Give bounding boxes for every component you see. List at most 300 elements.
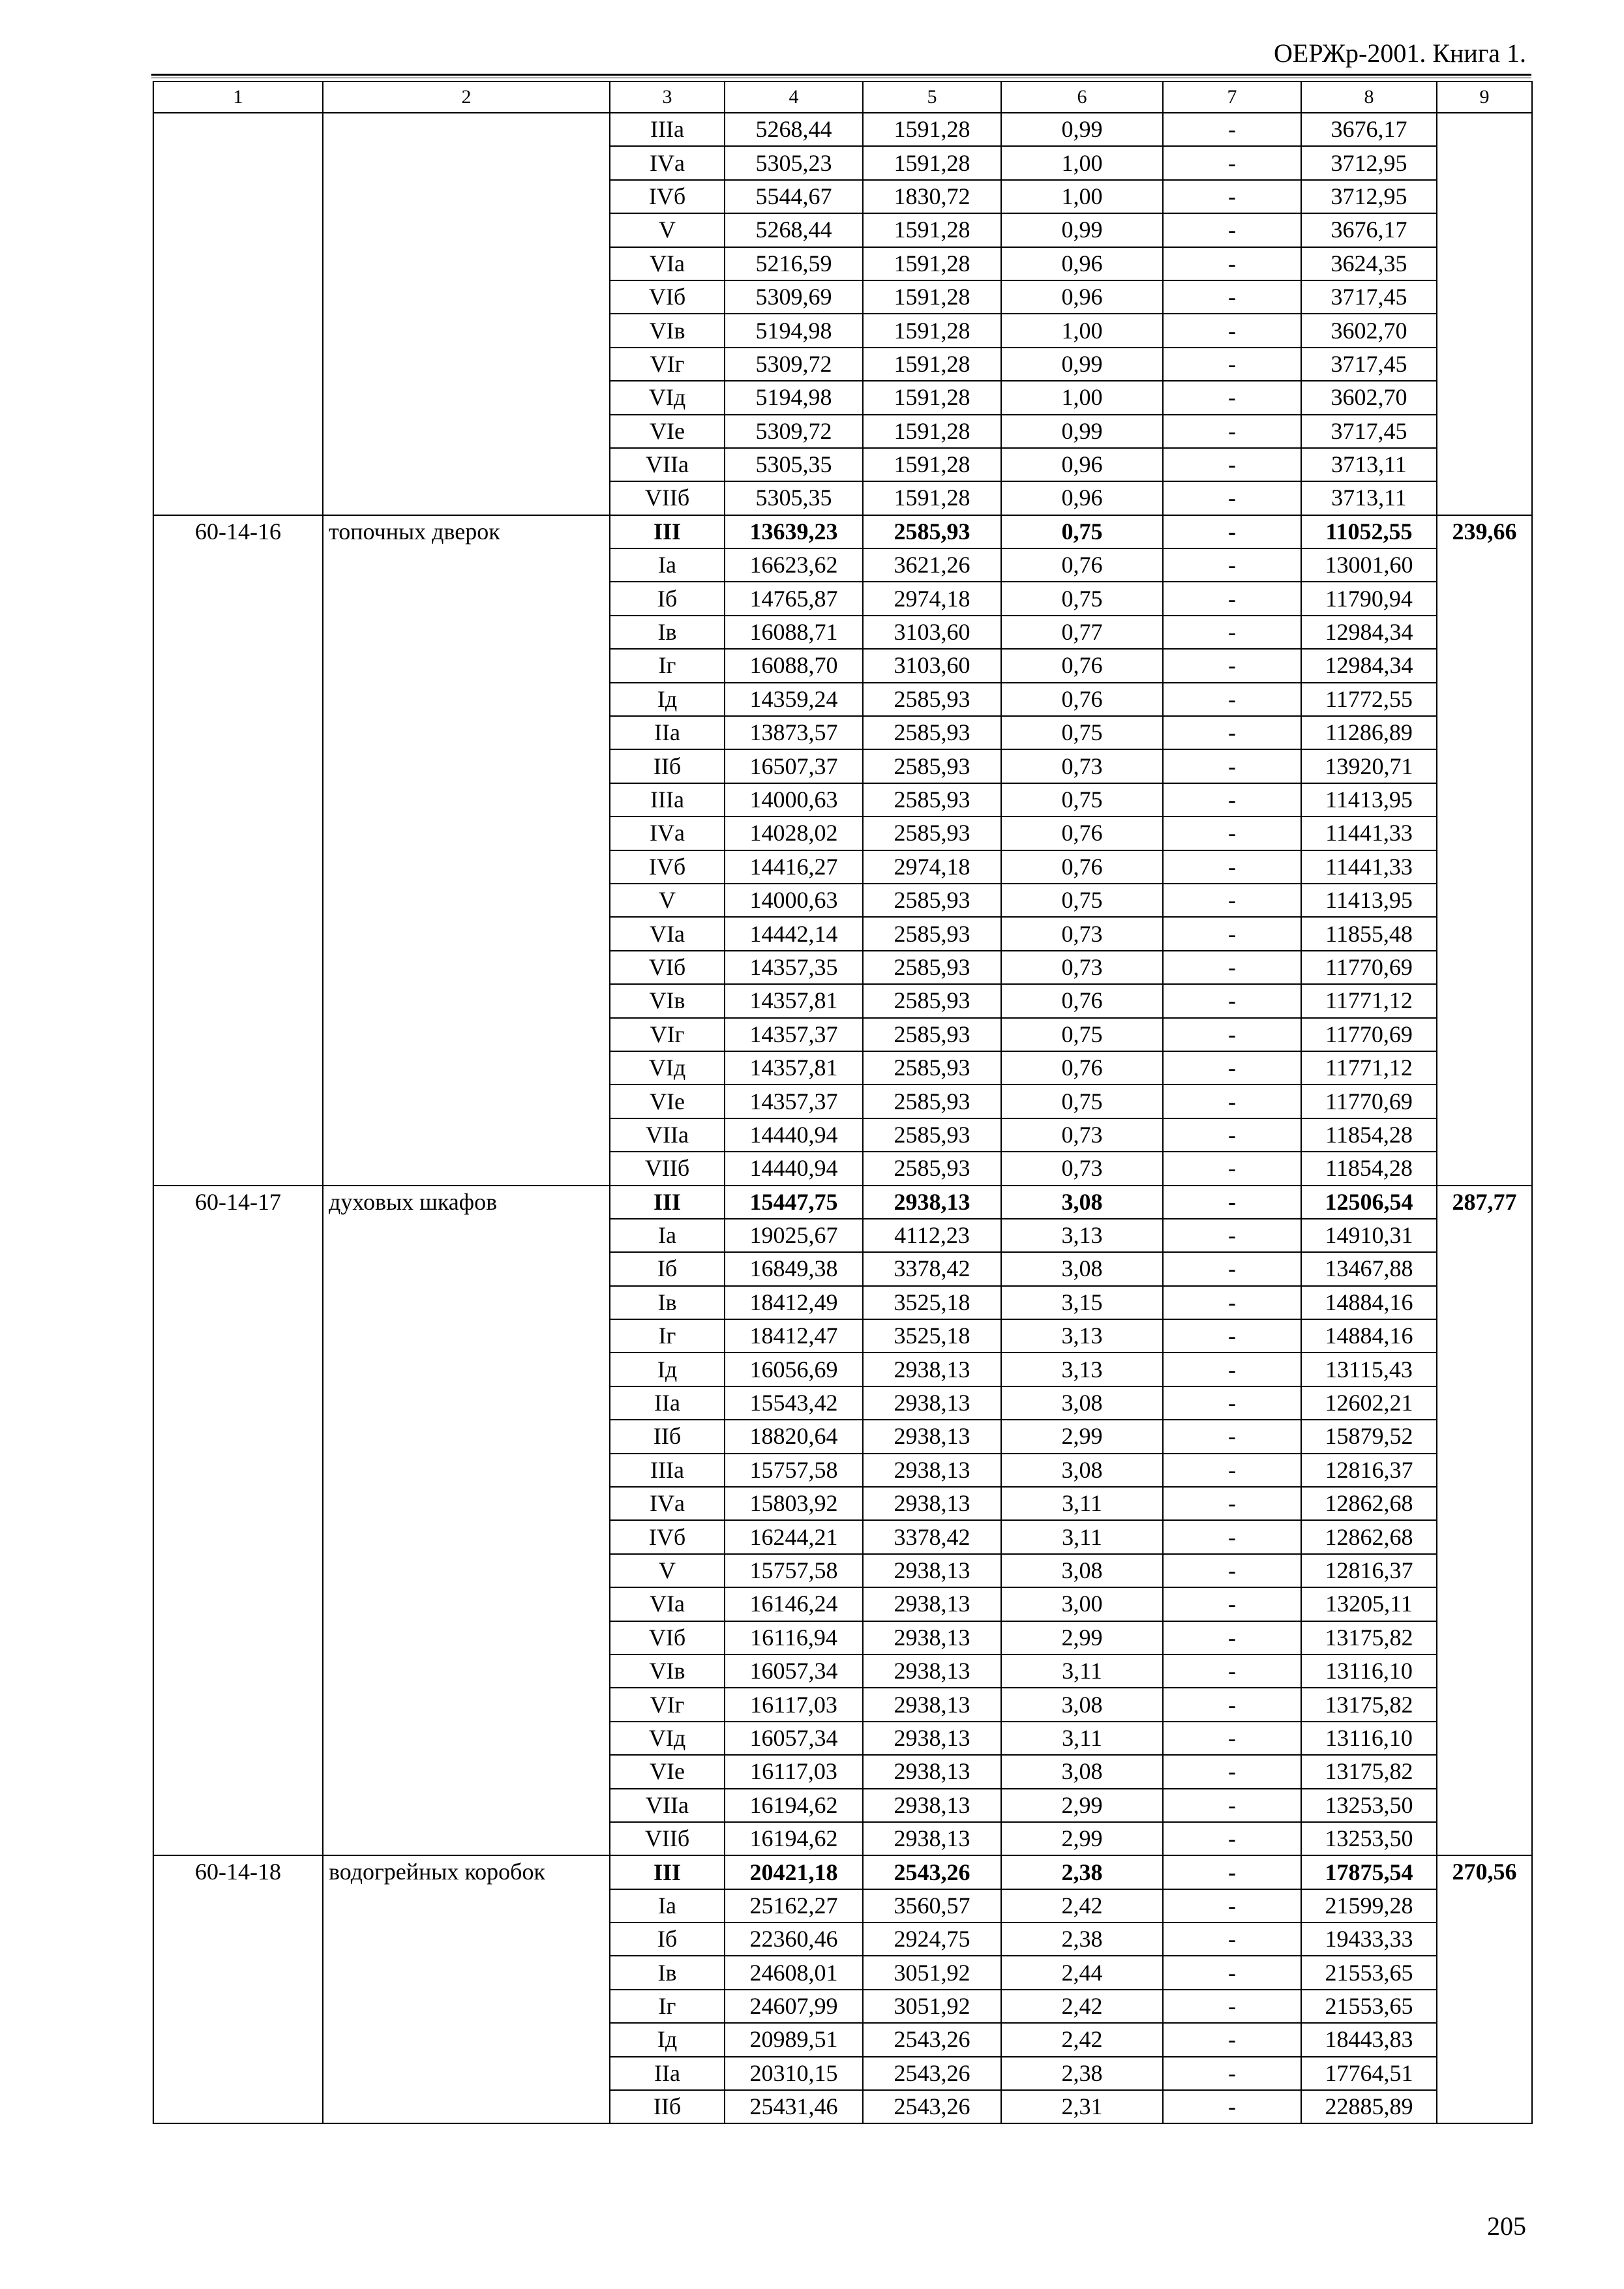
zone-cell: III (610, 1855, 725, 1889)
value-cell: - (1163, 1386, 1301, 1420)
value-cell: 21553,65 (1301, 1956, 1437, 1989)
value-cell: 2974,18 (863, 850, 1001, 884)
value-cell: 3378,42 (863, 1520, 1001, 1553)
value-cell: 14440,94 (725, 1118, 863, 1152)
value-cell: 3,11 (1001, 1487, 1163, 1520)
value-cell: - (1163, 381, 1301, 414)
value-cell: - (1163, 113, 1301, 146)
value-cell: 14000,63 (725, 884, 863, 917)
value-cell: 3,00 (1001, 1587, 1163, 1621)
value-cell: 15803,92 (725, 1487, 863, 1520)
value-cell: 2938,13 (863, 1587, 1001, 1621)
value-cell: - (1163, 1286, 1301, 1319)
value-cell: 0,96 (1001, 481, 1163, 515)
value-cell: - (1163, 1186, 1301, 1219)
value-cell: 0,99 (1001, 213, 1163, 247)
value-cell: 5309,72 (725, 348, 863, 381)
value-cell: - (1163, 1051, 1301, 1085)
value-cell: - (1163, 1889, 1301, 1922)
rate-name: водогрейных коробок (323, 1855, 610, 2123)
value-cell: 3602,70 (1301, 314, 1437, 347)
value-cell: - (1163, 1688, 1301, 1721)
value-cell: 2,42 (1001, 1889, 1163, 1922)
value-cell: 1591,28 (863, 314, 1001, 347)
value-cell: 5268,44 (725, 113, 863, 146)
value-cell: 20310,15 (725, 2057, 863, 2090)
value-cell: 12862,68 (1301, 1487, 1437, 1520)
zone-cell: VIб (610, 1621, 725, 1654)
value-cell: - (1163, 1587, 1301, 1621)
value-cell: - (1163, 1118, 1301, 1152)
total-cell: 270,56 (1437, 1855, 1532, 2123)
value-cell: 14416,27 (725, 850, 863, 884)
value-cell: 5194,98 (725, 381, 863, 414)
value-cell: - (1163, 1219, 1301, 1252)
value-cell: - (1163, 1454, 1301, 1487)
zone-cell: VIг (610, 348, 725, 381)
value-cell: - (1163, 1252, 1301, 1285)
value-cell: - (1163, 816, 1301, 850)
value-cell: - (1163, 1722, 1301, 1755)
table-row (153, 1186, 1532, 1219)
value-cell: 2585,93 (863, 816, 1001, 850)
value-cell: 14910,31 (1301, 1219, 1437, 1252)
value-cell: 2,99 (1001, 1621, 1163, 1654)
rate-code: 60-14-17 (153, 1186, 323, 1856)
value-cell: 1591,28 (863, 146, 1001, 179)
rate-code: 60-14-16 (153, 515, 323, 1186)
value-cell: 0,76 (1001, 850, 1163, 884)
value-cell: 2543,26 (863, 1855, 1001, 1889)
zone-cell: VIд (610, 1722, 725, 1755)
value-cell: 3,11 (1001, 1654, 1163, 1688)
value-cell: 15757,58 (725, 1454, 863, 1487)
value-cell: 4112,23 (863, 1219, 1001, 1252)
value-cell: 15757,58 (725, 1554, 863, 1587)
value-cell: 19433,33 (1301, 1922, 1437, 1956)
value-cell: 1591,28 (863, 348, 1001, 381)
value-cell: 2,44 (1001, 1956, 1163, 1989)
value-cell: 3103,60 (863, 616, 1001, 649)
value-cell: 3560,57 (863, 1889, 1001, 1922)
rate-code (153, 113, 323, 515)
value-cell: 11790,94 (1301, 582, 1437, 615)
total-cell: 239,66 (1437, 515, 1532, 1186)
value-cell: 2,31 (1001, 2090, 1163, 2123)
value-cell: - (1163, 1855, 1301, 1889)
value-cell: 2585,93 (863, 884, 1001, 917)
zone-cell: IVб (610, 850, 725, 884)
zone-cell: IVб (610, 1520, 725, 1553)
value-cell: 2543,26 (863, 2023, 1001, 2056)
page-number: 205 (1487, 2211, 1526, 2241)
zone-cell: IIа (610, 716, 725, 749)
value-cell: 3378,42 (863, 1252, 1001, 1285)
value-cell: 12816,37 (1301, 1554, 1437, 1587)
value-cell: - (1163, 1152, 1301, 1185)
value-cell: 3713,11 (1301, 448, 1437, 481)
zone-cell: IIб (610, 749, 725, 783)
value-cell: 5194,98 (725, 314, 863, 347)
value-cell: 2938,13 (863, 1554, 1001, 1587)
value-cell: 13253,50 (1301, 1822, 1437, 1855)
value-cell: 3602,70 (1301, 381, 1437, 414)
zone-cell: IVа (610, 1487, 725, 1520)
zone-cell: III (610, 1186, 725, 1219)
zone-cell: IIIа (610, 113, 725, 146)
value-cell: 2585,93 (863, 1018, 1001, 1051)
zone-cell: Iд (610, 2023, 725, 2056)
value-cell: 3676,17 (1301, 113, 1437, 146)
value-cell: 1591,28 (863, 113, 1001, 146)
value-cell: - (1163, 1654, 1301, 1688)
value-cell: 11772,55 (1301, 683, 1437, 716)
value-cell: - (1163, 1755, 1301, 1788)
value-cell: 2585,93 (863, 1118, 1001, 1152)
value-cell: - (1163, 582, 1301, 615)
zone-cell: Iд (610, 683, 725, 716)
value-cell: 2585,93 (863, 683, 1001, 716)
table-row (153, 515, 1532, 548)
value-cell: 2585,93 (863, 783, 1001, 816)
value-cell: 12602,21 (1301, 1386, 1437, 1420)
value-cell: 16057,34 (725, 1722, 863, 1755)
value-cell: 5216,59 (725, 247, 863, 280)
value-cell: 11854,28 (1301, 1152, 1437, 1185)
value-cell: 21553,65 (1301, 1990, 1437, 2023)
column-number: 1 (153, 82, 323, 113)
value-cell: 3,08 (1001, 1252, 1163, 1285)
value-cell: 2,38 (1001, 1922, 1163, 1956)
value-cell: 2938,13 (863, 1420, 1001, 1453)
value-cell: 3717,45 (1301, 348, 1437, 381)
total-cell (1437, 113, 1532, 515)
value-cell: 1591,28 (863, 415, 1001, 448)
value-cell: 16244,21 (725, 1520, 863, 1553)
value-cell: - (1163, 884, 1301, 917)
value-cell: - (1163, 247, 1301, 280)
value-cell: 1591,28 (863, 448, 1001, 481)
value-cell: 2585,93 (863, 1085, 1001, 1118)
value-cell: 3713,11 (1301, 481, 1437, 515)
value-cell: 2585,93 (863, 749, 1001, 783)
zone-cell: Iв (610, 1286, 725, 1319)
value-cell: 16088,71 (725, 616, 863, 649)
value-cell: - (1163, 850, 1301, 884)
value-cell: 2938,13 (863, 1688, 1001, 1721)
document-header: ОЕРЖр-2001. Книга 1. (1274, 38, 1526, 68)
zone-cell: VIIа (610, 1789, 725, 1822)
value-cell: 0,77 (1001, 616, 1163, 649)
value-cell: 3,11 (1001, 1520, 1163, 1553)
zone-cell: Iв (610, 616, 725, 649)
value-cell: 13467,88 (1301, 1252, 1437, 1285)
value-cell: 2,42 (1001, 1990, 1163, 2023)
zone-cell: VIе (610, 1755, 725, 1788)
zone-cell: Iб (610, 1922, 725, 1956)
value-cell: 12984,34 (1301, 649, 1437, 682)
value-cell: 16057,34 (725, 1654, 863, 1688)
value-cell: - (1163, 314, 1301, 347)
value-cell: 3525,18 (863, 1286, 1001, 1319)
value-cell: 25162,27 (725, 1889, 863, 1922)
zone-cell: VIIа (610, 1118, 725, 1152)
zone-cell: VIа (610, 247, 725, 280)
zone-cell: Iа (610, 1219, 725, 1252)
zone-cell: V (610, 213, 725, 247)
value-cell: 24607,99 (725, 1990, 863, 2023)
value-cell: 1,00 (1001, 381, 1163, 414)
value-cell: 3676,17 (1301, 213, 1437, 247)
zone-cell: Iг (610, 1990, 725, 2023)
value-cell: 0,73 (1001, 951, 1163, 984)
zone-cell: VIа (610, 1587, 725, 1621)
zone-cell: Iа (610, 548, 725, 582)
value-cell: - (1163, 683, 1301, 716)
value-cell: 2585,93 (863, 716, 1001, 749)
value-cell: - (1163, 1085, 1301, 1118)
value-cell: 14884,16 (1301, 1286, 1437, 1319)
value-cell: - (1163, 1554, 1301, 1587)
value-cell: 16146,24 (725, 1587, 863, 1621)
value-cell: 0,75 (1001, 515, 1163, 548)
zone-cell: Iд (610, 1353, 725, 1386)
value-cell: 14884,16 (1301, 1319, 1437, 1353)
value-cell: 0,96 (1001, 448, 1163, 481)
value-cell: 0,75 (1001, 582, 1163, 615)
column-number: 4 (725, 82, 863, 113)
value-cell: 13175,82 (1301, 1755, 1437, 1788)
value-cell: 2938,13 (863, 1722, 1001, 1755)
value-cell: 2938,13 (863, 1386, 1001, 1420)
value-cell: - (1163, 1319, 1301, 1353)
value-cell: 20989,51 (725, 2023, 863, 2056)
value-cell: 2543,26 (863, 2057, 1001, 2090)
zone-cell: VIд (610, 1051, 725, 1085)
value-cell: 17875,54 (1301, 1855, 1437, 1889)
value-cell: 14000,63 (725, 783, 863, 816)
value-cell: 21599,28 (1301, 1889, 1437, 1922)
value-cell: 3,08 (1001, 1755, 1163, 1788)
value-cell: 2938,13 (863, 1186, 1001, 1219)
zone-cell: Iв (610, 1956, 725, 1989)
header-rule-thick (151, 74, 1531, 76)
value-cell: 0,76 (1001, 683, 1163, 716)
value-cell: 16117,03 (725, 1755, 863, 1788)
value-cell: 2938,13 (863, 1789, 1001, 1822)
value-cell: 3,08 (1001, 1454, 1163, 1487)
value-cell: 11854,28 (1301, 1118, 1437, 1152)
value-cell: 2924,75 (863, 1922, 1001, 1956)
value-cell: 1,00 (1001, 180, 1163, 213)
value-cell: - (1163, 616, 1301, 649)
zone-cell: VIа (610, 917, 725, 950)
value-cell: 1591,28 (863, 213, 1001, 247)
value-cell: 14765,87 (725, 582, 863, 615)
value-cell: 2938,13 (863, 1487, 1001, 1520)
value-cell: 13205,11 (1301, 1587, 1437, 1621)
value-cell: - (1163, 1922, 1301, 1956)
value-cell: 2585,93 (863, 515, 1001, 548)
value-cell: 0,96 (1001, 280, 1163, 314)
zone-cell: Iб (610, 1252, 725, 1285)
value-cell: 0,99 (1001, 113, 1163, 146)
value-cell: - (1163, 481, 1301, 515)
value-cell: 14357,81 (725, 1051, 863, 1085)
value-cell: 2585,93 (863, 917, 1001, 950)
zone-cell: VIе (610, 1085, 725, 1118)
value-cell: 5305,35 (725, 481, 863, 515)
value-cell: 16194,62 (725, 1789, 863, 1822)
value-cell: 3051,92 (863, 1990, 1001, 2023)
value-cell: - (1163, 515, 1301, 548)
value-cell: 2,99 (1001, 1789, 1163, 1822)
value-cell: 3,08 (1001, 1688, 1163, 1721)
zone-cell: Iг (610, 1319, 725, 1353)
rate-name (323, 113, 610, 515)
value-cell: 3,08 (1001, 1186, 1163, 1219)
value-cell: 13920,71 (1301, 749, 1437, 783)
value-cell: 3,13 (1001, 1219, 1163, 1252)
value-cell: 3621,26 (863, 548, 1001, 582)
value-cell: 16088,70 (725, 649, 863, 682)
value-cell: 13001,60 (1301, 548, 1437, 582)
value-cell: - (1163, 749, 1301, 783)
value-cell: 22885,89 (1301, 2090, 1437, 2123)
value-cell: 5309,72 (725, 415, 863, 448)
value-cell: 0,99 (1001, 348, 1163, 381)
value-cell: 11052,55 (1301, 515, 1437, 548)
zone-cell: IIб (610, 1420, 725, 1453)
value-cell: 17764,51 (1301, 2057, 1437, 2090)
zone-cell: V (610, 884, 725, 917)
column-number: 6 (1001, 82, 1163, 113)
value-cell: - (1163, 180, 1301, 213)
zone-cell: V (610, 1554, 725, 1587)
value-cell: 0,76 (1001, 984, 1163, 1017)
value-cell: 2585,93 (863, 1152, 1001, 1185)
zone-cell: VIг (610, 1688, 725, 1721)
value-cell: - (1163, 1956, 1301, 1989)
value-cell: 2938,13 (863, 1454, 1001, 1487)
value-cell: 16056,69 (725, 1353, 863, 1386)
value-cell: 0,73 (1001, 1118, 1163, 1152)
zone-cell: VIе (610, 415, 725, 448)
zone-cell: VIд (610, 381, 725, 414)
zone-cell: III (610, 515, 725, 548)
value-cell: - (1163, 783, 1301, 816)
value-cell: 3,15 (1001, 1286, 1163, 1319)
value-cell: 16623,62 (725, 548, 863, 582)
value-cell: 2938,13 (863, 1755, 1001, 1788)
value-cell: 0,76 (1001, 1051, 1163, 1085)
value-cell: 3717,45 (1301, 415, 1437, 448)
value-cell: 2,38 (1001, 2057, 1163, 2090)
value-cell: 0,99 (1001, 415, 1163, 448)
value-cell: 2585,93 (863, 984, 1001, 1017)
value-cell: 22360,46 (725, 1922, 863, 1956)
value-cell: 1591,28 (863, 381, 1001, 414)
value-cell: 13639,23 (725, 515, 863, 548)
zone-cell: VIв (610, 984, 725, 1017)
zone-cell: IVа (610, 816, 725, 850)
value-cell: - (1163, 1822, 1301, 1855)
value-cell: 3,13 (1001, 1319, 1163, 1353)
value-cell: - (1163, 1018, 1301, 1051)
value-cell: 0,75 (1001, 1085, 1163, 1118)
value-cell: - (1163, 1487, 1301, 1520)
column-number: 8 (1301, 82, 1437, 113)
value-cell: 5268,44 (725, 213, 863, 247)
value-cell: 11771,12 (1301, 984, 1437, 1017)
value-cell: - (1163, 917, 1301, 950)
value-cell: 0,76 (1001, 548, 1163, 582)
rate-name: топочных дверок (323, 515, 610, 1186)
zone-cell: VIг (610, 1018, 725, 1051)
value-cell: 11441,33 (1301, 816, 1437, 850)
zone-cell: VIIб (610, 1822, 725, 1855)
value-cell: 13116,10 (1301, 1722, 1437, 1755)
value-cell: - (1163, 716, 1301, 749)
zone-cell: Iа (610, 1889, 725, 1922)
rate-name: духовых шкафов (323, 1186, 610, 1856)
value-cell: 2585,93 (863, 951, 1001, 984)
value-cell: 2,42 (1001, 2023, 1163, 2056)
value-cell: 20421,18 (725, 1855, 863, 1889)
value-cell: - (1163, 1789, 1301, 1822)
zone-cell: IVб (610, 180, 725, 213)
value-cell: 2585,93 (863, 1051, 1001, 1085)
value-cell: 18412,49 (725, 1286, 863, 1319)
value-cell: - (1163, 2090, 1301, 2123)
table-row (153, 1855, 1532, 1889)
value-cell: 16507,37 (725, 749, 863, 783)
value-cell: 0,73 (1001, 749, 1163, 783)
value-cell: 12816,37 (1301, 1454, 1437, 1487)
value-cell: 5305,23 (725, 146, 863, 179)
zone-cell: Iб (610, 582, 725, 615)
value-cell: 16117,03 (725, 1688, 863, 1721)
column-number: 9 (1437, 82, 1532, 113)
value-cell: 2,99 (1001, 1420, 1163, 1453)
value-cell: 15447,75 (725, 1186, 863, 1219)
value-cell: 1591,28 (863, 481, 1001, 515)
value-cell: 3712,95 (1301, 180, 1437, 213)
value-cell: 2543,26 (863, 2090, 1001, 2123)
zone-cell: Iг (610, 649, 725, 682)
value-cell: 0,76 (1001, 816, 1163, 850)
value-cell: 2938,13 (863, 1621, 1001, 1654)
value-cell: - (1163, 415, 1301, 448)
value-cell: 3,08 (1001, 1386, 1163, 1420)
value-cell: - (1163, 1420, 1301, 1453)
value-cell: 14440,94 (725, 1152, 863, 1185)
value-cell: - (1163, 280, 1301, 314)
value-cell: - (1163, 2023, 1301, 2056)
value-cell: 3,08 (1001, 1554, 1163, 1587)
table-row (153, 113, 1532, 146)
value-cell: 3525,18 (863, 1319, 1001, 1353)
value-cell: - (1163, 2057, 1301, 2090)
zone-cell: IIа (610, 2057, 725, 2090)
value-cell: - (1163, 1520, 1301, 1553)
value-cell: 1,00 (1001, 314, 1163, 347)
value-cell: 19025,67 (725, 1219, 863, 1252)
value-cell: 18412,47 (725, 1319, 863, 1353)
zone-cell: VIв (610, 1654, 725, 1688)
value-cell: 0,96 (1001, 247, 1163, 280)
value-cell: 11771,12 (1301, 1051, 1437, 1085)
